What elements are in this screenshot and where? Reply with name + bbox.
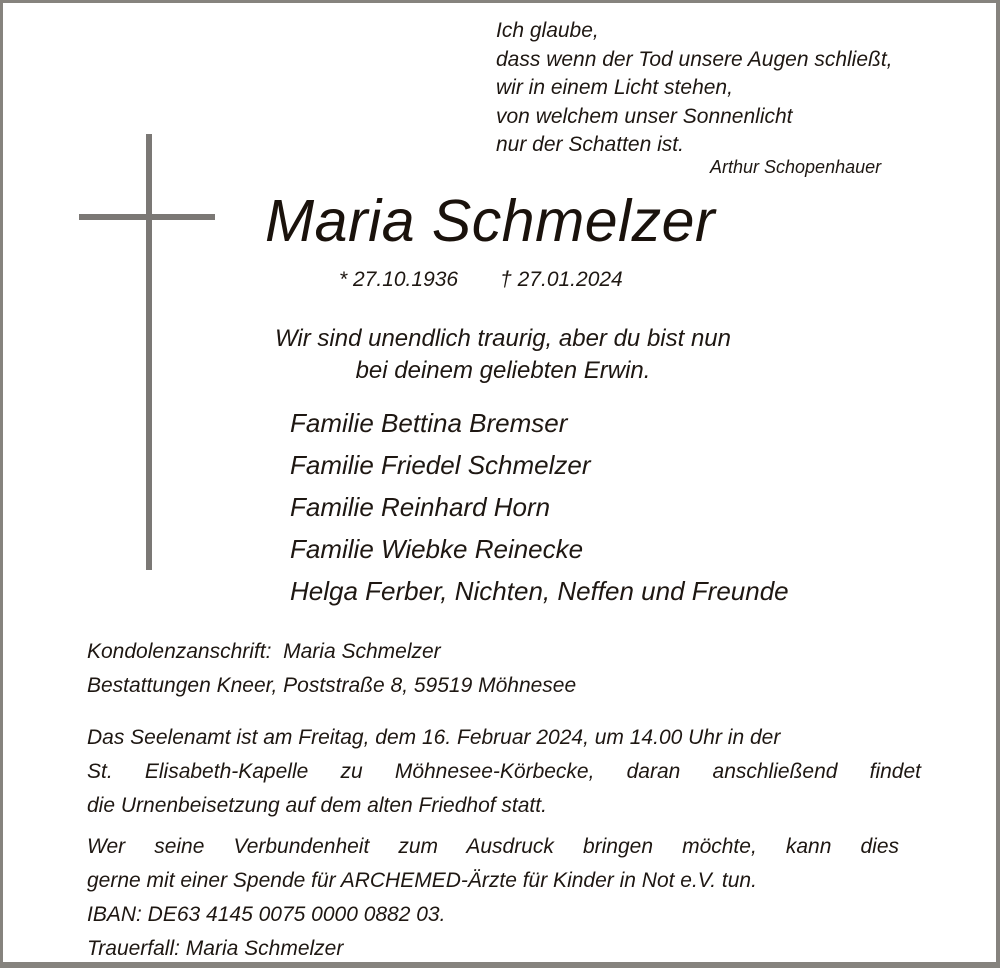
- mourner-item: Familie Bettina Bremser: [290, 408, 568, 438]
- quote: [496, 17, 893, 160]
- quote-line: wir in einem Licht stehen,: [496, 76, 733, 99]
- address-line: Bestattungen Kneer, Poststraße 8, 59519 Möhnesee: [87, 674, 577, 697]
- donation-line: gerne mit einer Spende für ARCHEMED-Ärzte für Kinder in Not e.V. tun.: [87, 869, 757, 892]
- quote-author: Arthur Schopenhauer: [710, 157, 882, 177]
- service-line: Das Seelenamt ist am Freitag, dem 16. Februar 2024, um 14.00 Uhr in der: [87, 726, 781, 749]
- service-line: die Urnenbeisetzung auf dem alten Friedhof statt.: [87, 794, 547, 817]
- donation-reference: Trauerfall: Maria Schmelzer: [87, 937, 344, 960]
- donation-info: [87, 830, 899, 966]
- donation-line: Wer seine Verbundenheit zum Ausdruck bringen möchte, kann dies: [87, 835, 899, 858]
- cross-vertical-bar: [146, 134, 152, 570]
- quote-line: dass wenn der Tod unsere Augen schließt,: [496, 47, 893, 71]
- deceased-name: Maria Schmelzer: [265, 188, 716, 254]
- mourning-message: [233, 323, 773, 387]
- quote-line: nur der Schatten ist.: [496, 133, 684, 156]
- mourner-item: Familie Friedel Schmelzer: [290, 450, 591, 480]
- mourners-list: [290, 402, 789, 612]
- birth-date: * 27.10.1936: [339, 268, 459, 291]
- quote-line: Ich glaube,: [496, 19, 599, 42]
- service-line: St. Elisabeth-Kapelle zu Möhnesee-Körbecke, daran anschließend findet: [87, 760, 921, 783]
- message-line: bei deinem geliebten Erwin.: [355, 357, 651, 384]
- obituary-card: [3, 3, 996, 962]
- message-line: Wir sind unendlich traurig, aber du bist nun: [274, 325, 732, 352]
- life-dates: [339, 268, 623, 292]
- cross-horizontal-bar: [79, 214, 215, 220]
- address-line: Kondolenzanschrift: Maria Schmelzer: [87, 640, 441, 663]
- death-date: † 27.01.2024: [500, 268, 623, 291]
- iban: IBAN: DE63 4145 0075 0000 0882 03.: [87, 903, 446, 926]
- quote-line: von welchem unser Sonnenlicht: [496, 104, 793, 128]
- service-info: [87, 721, 921, 823]
- mourner-item: Helga Ferber, Nichten, Neffen und Freunde: [290, 576, 789, 606]
- condolence-address: [87, 635, 576, 703]
- mourner-item: Familie Reinhard Horn: [290, 492, 551, 522]
- mourner-item: Familie Wiebke Reinecke: [290, 534, 584, 564]
